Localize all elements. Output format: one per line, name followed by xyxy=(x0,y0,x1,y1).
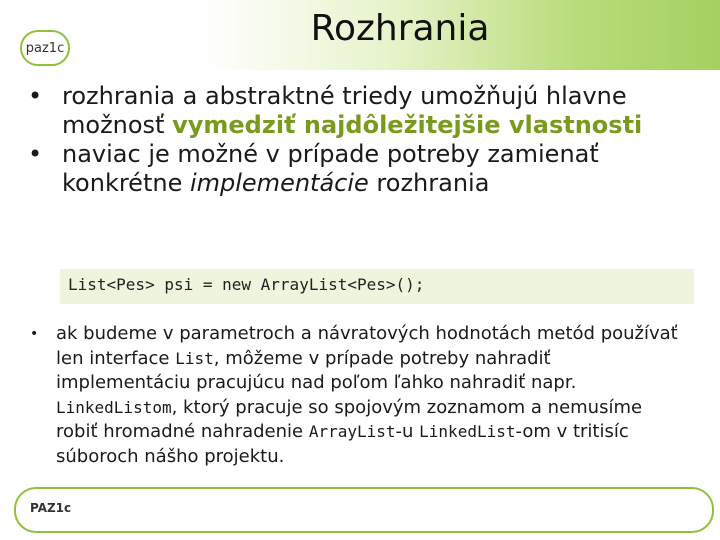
note-text: , ktorý pracuje so spojovým zoznamom a nemusíme robiť hromadné nahradenie xyxy=(56,396,643,442)
note-text: -om v tritisíc súboroch nášho projektu. xyxy=(56,421,629,467)
bullet-text: rozhrania a abstraktné triedy umožňujú hlavne možnosť xyxy=(62,82,627,139)
bullet-item xyxy=(28,82,698,140)
note-text: -u xyxy=(395,421,420,442)
footer-bar xyxy=(14,487,714,533)
main-bullets xyxy=(28,82,698,198)
code-snippet: List<Pes> psi = new ArrayList<Pes>(); xyxy=(60,269,694,304)
course-tag xyxy=(20,30,70,66)
bullet-text-end: rozhrania xyxy=(368,169,490,197)
bullet-highlight: vymedziť najdôležitejšie vlastnosti xyxy=(172,111,643,139)
note-text: ak budeme v parametroch a návratových hodnotách metód používať len interface xyxy=(56,323,678,369)
bullet-dot: • xyxy=(28,140,43,168)
bullet-text: naviac je možné v prípade potreby zamienať konkrétne xyxy=(62,140,599,197)
code-linkedlist: LinkedList xyxy=(419,422,516,441)
code-arraylist: ArrayList xyxy=(308,422,396,441)
code-linkedlistom: LinkedListom xyxy=(56,397,172,417)
code-list: List xyxy=(175,348,214,368)
bullet-dot: • xyxy=(30,326,39,342)
bullet-dot: • xyxy=(28,82,43,110)
note-paragraph xyxy=(28,322,688,469)
footer-label: PAZ1c xyxy=(30,501,72,515)
note-text: , môžeme v prípade potreby nahradiť implementáciu pracujúcu nad poľom ľahko nahradiť napr. xyxy=(56,347,577,393)
slide-title: Rozhrania xyxy=(310,8,490,49)
bullet-item xyxy=(28,140,698,198)
course-tag-label: paz1c xyxy=(25,40,65,56)
bullet-emphasis: implementácie xyxy=(189,169,369,197)
